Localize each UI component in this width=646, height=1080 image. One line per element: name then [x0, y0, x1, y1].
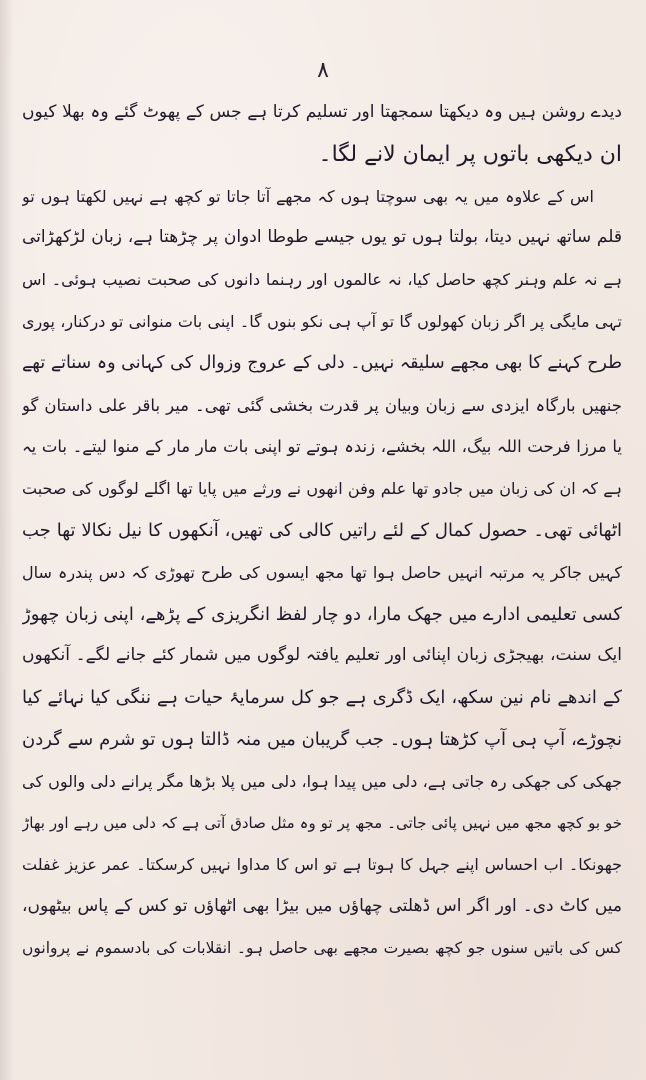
text-line: تہی مایگی پر اگر زبان کھولوں گا تو آپ ہی نکو بنوں گا۔ اپنی بات منوانی تو درکنار، پوری: [22, 311, 622, 331]
text-line: طرح کہنے کا بھی مجھے سلیقہ نہیں۔ دلی کے عروج وزوال کی کہانی وہ سناتے تھے: [22, 352, 622, 373]
text-line: اٹھائی تھی۔ حصول کمال کے لئے راتیں کالی کی تھیں، آنکھوں کا نیل نکالا تھا جب: [22, 519, 622, 541]
text-line: اس کے علاوہ میں یہ بھی سوچتا ہوں کہ مجھے آتا جاتا تو کچھ ہے نہیں لکھتا ہوں تو: [22, 186, 594, 206]
scan-edge-shadow: [0, 0, 14, 1080]
page-number: ٨: [317, 58, 329, 83]
text-line: کے اندھے نام نین سکھ، ایک ڈگری ہے جو کل سرمایۂ حیات ہے ننگی کیا نہائے کیا: [22, 687, 622, 709]
text-line: ایک سنت، بھیجڑی زبان اپنائی اور تعلیم یافتہ لوگوں میں شمار کئے جانے لگے۔ آنکھوں: [22, 645, 622, 666]
text-line: قلم ساتھ نہیں دیتا، بولتا ہوں تو یوں جیسے طوطا ادوان پر چڑھتا ہے، زبان لڑکھڑاتی: [22, 227, 622, 248]
text-line: نچوڑے، آپ ہی آپ کڑھتا ہوں۔ جب گریبان میں منہ ڈالتا ہوں تو شرم سے گردن: [22, 728, 622, 750]
text-line: ہے کہ ان کی زبان میں جادو تھا علم وفن انھوں نے ورثے میں پایا تھا اگلے لوگوں کی صحبت: [22, 479, 622, 499]
text-line: کہیں جاکر یہ مرتبہ انہیں حاصل ہوا تھا مجھ ایسوں کی طرح تھوڑی کہ دس پندرہ سال: [22, 562, 622, 582]
text-line: یا مرزا فرحت اللہ بیگ، اللہ بخشے، زندہ ہوتے تو اپنی بات مار مار کے منوا لیتے۔ بات یہ: [22, 437, 622, 457]
page-body-text: [22, 92, 622, 970]
text-line: خو بو کچھ مجھ میں نہیں پائی جاتی۔ مجھ پر تو وہ مثل صادق آتی ہے کہ دلی میں رہے اور بھاڑ: [22, 813, 622, 832]
text-line: دیدے روشن ہیں وہ دیکھتا سمجھتا اور تسلیم کرتا ہے جس کے پھوٹ گئے وہ بھلا کیوں: [22, 102, 622, 122]
text-line: جھونکا۔ اب احساس اپنے جہل کا ہوتا ہے تو اس کا مداوا نہیں کرسکتا۔ عمر عزیز غفلت: [22, 855, 622, 875]
text-line: جھکی کی جھکی رہ جاتی ہے، دلی میں پیدا ہوا، دلی میں پلا بڑھا مگر پرانے دلی والوں کی: [22, 771, 622, 791]
text-line: ہے نہ علم وہنر کچھ حاصل کیا، نہ عالموں اور رہنما دانوں کی صحبت نصیب ہوئی۔ اس: [22, 270, 622, 290]
text-line: جنھیں بارگاہ ایزدی سے زبان وبیان پر قدرت بخشی گئی تھی۔ میر باقر علی داستان گو: [22, 395, 622, 415]
text-line: ان دیکھی باتوں پر ایمان لانے لگا۔: [318, 141, 622, 167]
text-line: کس کی باتیں سنوں جو کچھ بصیرت مجھے بھی حاصل ہو۔ انقلابات کی بادسموم نے پروانوں: [22, 938, 622, 957]
text-line: میں کاٹ دی۔ اور اگر اس ڈھلتی چھاؤں میں بیڑا بھی اٹھاؤں تو کس کے پاس بیٹھوں،: [22, 896, 622, 917]
text-line: کسی تعلیمی ادارے میں جھک مارا، دو چار لفظ انگریزی کے پڑھے، اپنی زبان چھوڑ: [22, 603, 622, 625]
